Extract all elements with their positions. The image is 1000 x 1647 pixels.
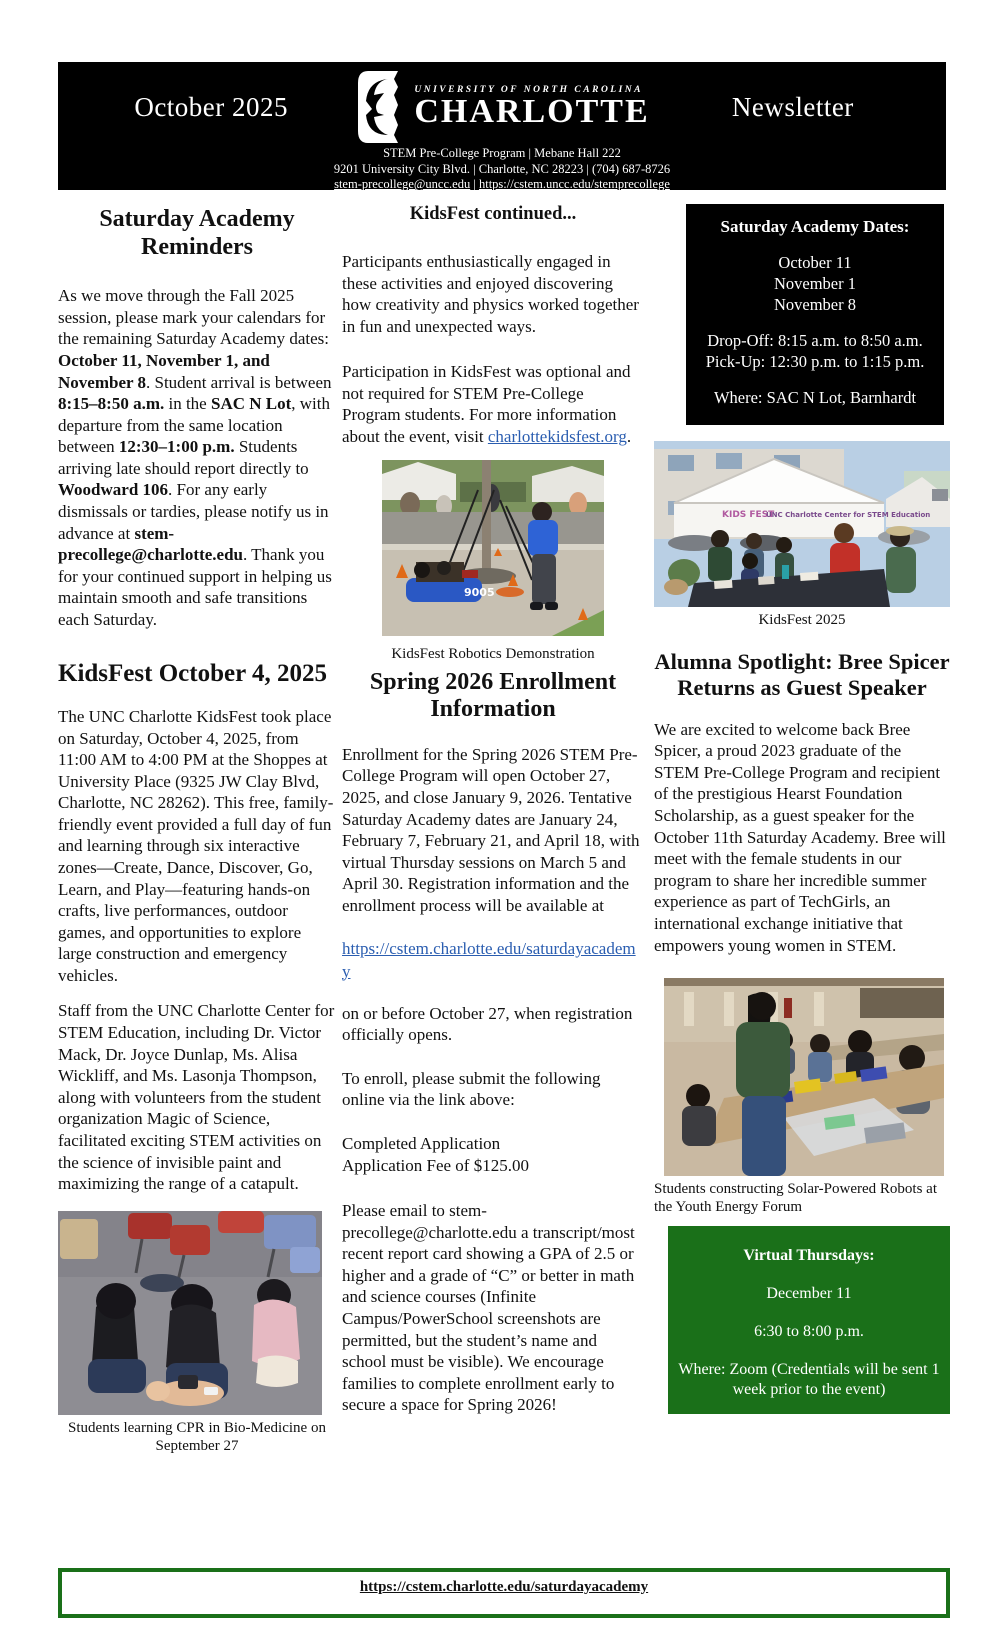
robotics-demo-photo	[382, 460, 604, 636]
address-line-2: 9201 University City Blvd. | Charlotte, NC 28223 | (704) 687-8726	[333, 161, 671, 176]
virtual-thursdays-box	[668, 1226, 950, 1414]
masthead-address	[68, 146, 936, 193]
masthead-website-link[interactable]: https://cstem.uncc.edu/stemprecollege	[478, 177, 670, 192]
spring-para4: Please email to stem-precollege@charlotte.edu a transcript/most recent report card showing a GPA of 2.5 or higher and a grade of “C” or better in math and science courses (Infinite Campus/PowerSchool screenshots are permitted, but the student’s name and school must be visible). We encourage families to complete enrollment early to secure a space for Spring 2026!	[342, 1201, 635, 1415]
kidsfest-tent-photo	[654, 441, 950, 607]
saturday-academy-link[interactable]: https://cstem.charlotte.edu/saturdayacademy	[342, 939, 636, 981]
inline-link[interactable]: charlottekidsfest.org	[487, 427, 627, 447]
tent-center-text: UNC Charlotte Center for STEM Education	[766, 511, 931, 519]
masthead-email-link[interactable]: stem-precollege@uncc.edu	[334, 177, 471, 192]
spring-item1: Completed Application	[342, 1133, 501, 1153]
saturday-academy-dates-box	[686, 204, 944, 425]
unc-charlotte-logo	[354, 71, 649, 143]
dates-box-where: Where: SAC N Lot, Barnhardt	[713, 388, 917, 408]
robot-number-label: 9005	[464, 585, 495, 599]
spring-para3: To enroll, please submit the following online via the link above:	[342, 1068, 601, 1110]
footer-link-bar	[58, 1568, 950, 1618]
virtual-box-time: 6:30 to 8:00 p.m.	[754, 1323, 864, 1341]
issue-date: October 2025	[134, 91, 289, 122]
spring-item2: Application Fee of $125.00	[342, 1155, 529, 1175]
address-line-1: STEM Pre-College Program | Mebane Hall 222	[383, 146, 621, 160]
logo-campus-text: CHARLOTTE	[414, 93, 650, 130]
right-column	[654, 198, 950, 1560]
middle-column	[342, 198, 644, 1560]
cpr-photo-caption: Students learning CPR in Bio-Medicine on September 27	[68, 1419, 326, 1454]
kidsfest-continued-para2: Participation in KidsFest was optional and not required for STEM Pre-College Program students. For more information about the event, visit charlottekidsfest.org.	[342, 362, 632, 447]
spring-para2: on or before October 27, when registration officially opens.	[342, 1003, 633, 1045]
dates-box-pickup: Pick-Up: 12:30 p.m. to 1:15 p.m.	[705, 351, 925, 371]
dates-box-title: Saturday Academy Dates:	[720, 217, 910, 236]
unc-charlotte-crown-icon	[354, 71, 406, 143]
dates-box-dropoff: Drop-Off: 8:15 a.m. to 8:50 a.m.	[707, 331, 923, 351]
alumna-spotlight-title: Alumna Spotlight: Bree Spicer Returns as Guest Speaker	[654, 649, 950, 700]
kidsfest-title: KidsFest October 4, 2025	[58, 660, 327, 688]
kidsfest-photo-caption: KidsFest 2025	[758, 612, 846, 628]
solar-robots-photo	[664, 978, 944, 1176]
dates-box-date-3: November 8	[773, 294, 857, 314]
left-column	[58, 198, 336, 1560]
spring-enrollment-title: Spring 2026 Enrollment Information	[369, 668, 617, 723]
virtual-box-title: Virtual Thursdays:	[743, 1247, 875, 1265]
tent-kidsfest-text: KIDS FEST	[722, 510, 775, 520]
kidsfest-continued-title: KidsFest continued...	[409, 204, 577, 224]
dates-box-date-2: November 1	[773, 273, 857, 293]
robotics-photo-caption: KidsFest Robotics Demonstration	[391, 645, 595, 662]
solar-photo-caption: Students constructing Solar-Powered Robots at the Youth Energy Forum	[654, 1181, 938, 1216]
alumna-body: We are excited to welcome back Bree Spicer, a proud 2023 graduate of the STEM Pre-College Program and recipient of the prestigious Hearst Foundation Scholarship, as a guest speaker for the October 11th Saturday Academy. Bree will meet with the female students in our program to share her incredible summer experience as part of TechGirls, an international exchange initiative that empowers young women in STEM.	[654, 719, 946, 955]
newsletter-label: Newsletter	[731, 91, 854, 122]
spring-para1: Enrollment for the Spring 2026 STEM Pre-College Program will open October 27, 2025, and close January 9, 2026. Tentative Saturday Academy dates are January 24, February 7, February 21, and April 18, with virtual Thursday sessions on March 5 and April 30. Registration information and the enrollment process will be available at	[342, 744, 640, 915]
cpr-training-photo	[58, 1211, 322, 1415]
kidsfest-para1: The UNC Charlotte KidsFest took place on Saturday, October 4, 2025, from 11:00 AM to 4:00 PM at the Shoppes at University Place (9325 JW Clay Blvd, Charlotte, NC 28262). This free, family-friendly event provided a full day of fun and learning through six interactive zones—Create, Dance, Discover, Go, Learn, and Play—featuring hands-on crafts, live performances, outdoor games, and opportunities to explore large construction and emergency vehicles.	[58, 706, 334, 985]
kidsfest-para2: Staff from the UNC Charlotte Center for STEM Education, including Dr. Victor Mack, Dr. Joyce Dunlap, Ms. Alisa Wickliff, and Ms. Lasonja Thompson, along with volunteers from the student organization Magic of Science, facilitated exciting STEM activities on the science of invisible paint and maximizing the range of a catapult.	[58, 1001, 335, 1194]
dates-box-date-1: October 11	[778, 253, 852, 273]
virtual-box-date: December 11	[766, 1285, 852, 1303]
reminders-title: Saturday Academy Reminders	[99, 206, 295, 260]
kidsfest-continued-para1: Participants enthusiastically engaged in these activities and enjoyed discovering how creativity and physics worked together in fun and unexpected ways.	[342, 252, 639, 336]
masthead	[58, 62, 946, 190]
reminders-body: As we move through the Fall 2025 session, please mark your calendars for the remaining Saturday Academy dates: October 11, November 1, and November 8. Student arrival is between 8:15–8:50 a.m. in the SAC N Lot, with departure from the same location between 12:30–1:00 p.m. Students arriving late should report directly to Woodward 106. For any early dismissals or tardies, please notify us in advance at stem-precollege@charlotte.edu. Thank you for your continued support in helping us maintain smooth and safe transitions each Saturday.	[58, 286, 332, 629]
virtual-box-where: Where: Zoom (Credentials will be sent 1 week prior to the event)	[678, 1361, 940, 1399]
footer-saturday-academy-link[interactable]: https://cstem.charlotte.edu/saturdayacademy	[359, 1579, 649, 1595]
address-separator: |	[470, 177, 479, 192]
logo-institution-text: UNIVERSITY OF NORTH CAROLINA	[414, 85, 644, 95]
address-line-3	[68, 177, 936, 193]
